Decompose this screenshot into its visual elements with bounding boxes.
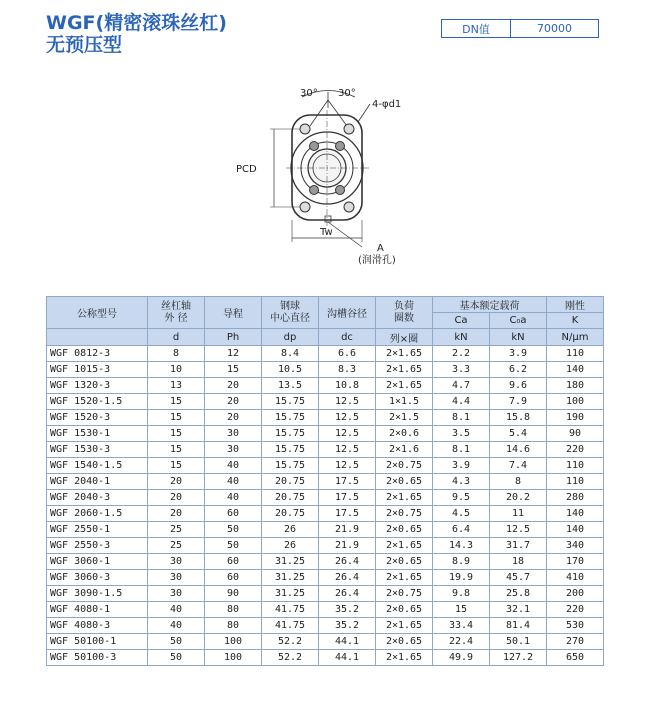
table-row (47, 378, 604, 394)
value-cell: 15 (148, 442, 205, 458)
tw-label: Tw (320, 227, 333, 238)
value-cell: 35.2 (319, 602, 376, 618)
value-cell: 2×1.65 (376, 378, 433, 394)
model-cell: WGF 2040-3 (47, 490, 148, 506)
value-cell: 31.25 (262, 570, 319, 586)
value-cell: 2×0.65 (376, 522, 433, 538)
header-ca: Ca (433, 313, 490, 329)
value-cell: 40 (148, 618, 205, 634)
ball-hole (310, 142, 319, 151)
value-cell: 220 (547, 602, 604, 618)
value-cell: 12.5 (319, 458, 376, 474)
table-row (47, 410, 604, 426)
value-cell: 14.3 (433, 538, 490, 554)
value-cell: 2×0.65 (376, 554, 433, 570)
value-cell: 40 (205, 490, 262, 506)
table-row (47, 538, 604, 554)
value-cell: 30 (148, 554, 205, 570)
value-cell: 170 (547, 554, 604, 570)
value-cell: 14.6 (490, 442, 547, 458)
value-cell: 50 (205, 538, 262, 554)
value-cell: 2×1.6 (376, 442, 433, 458)
table-row (47, 458, 604, 474)
unit-cell: 列×圈 (376, 329, 433, 346)
value-cell: 13.5 (262, 378, 319, 394)
pcd-label: PCD (236, 164, 257, 175)
value-cell: 4.3 (433, 474, 490, 490)
value-cell: 25.8 (490, 586, 547, 602)
value-cell: 8.4 (262, 346, 319, 362)
table-row (47, 442, 604, 458)
header-groove: 沟槽谷径 (319, 297, 376, 329)
value-cell: 15.8 (490, 410, 547, 426)
value-cell: 15 (148, 458, 205, 474)
table-row (47, 346, 604, 362)
header-coa: C₀a (490, 313, 547, 329)
model-cell: WGF 2550-3 (47, 538, 148, 554)
value-cell: 41.75 (262, 618, 319, 634)
model-cell: WGF 3060-3 (47, 570, 148, 586)
header-stiffness: 刚性 (547, 297, 604, 313)
value-cell: 20 (148, 506, 205, 522)
value-cell: 26 (262, 522, 319, 538)
ball-hole (336, 186, 345, 195)
unit-cell: kN (490, 329, 547, 346)
table-row (47, 650, 604, 666)
model-cell: WGF 50100-3 (47, 650, 148, 666)
header-ball-center: 钢球 中心直径 (262, 297, 319, 329)
value-cell: 30 (148, 586, 205, 602)
header-lead: 导程 (205, 297, 262, 329)
value-cell: 8.1 (433, 410, 490, 426)
value-cell: 20.2 (490, 490, 547, 506)
value-cell: 17.5 (319, 490, 376, 506)
value-cell: 8 (490, 474, 547, 490)
model-cell: WGF 4080-1 (47, 602, 148, 618)
header-load-circuits: 负荷 圈数 (376, 297, 433, 329)
value-cell: 40 (205, 458, 262, 474)
value-cell: 10 (148, 362, 205, 378)
value-cell: 15.75 (262, 394, 319, 410)
table-row (47, 570, 604, 586)
value-cell: 26.4 (319, 586, 376, 602)
value-cell: 180 (547, 378, 604, 394)
lube-hole-label: (润滑孔) (358, 255, 396, 266)
table-row (47, 490, 604, 506)
value-cell: 12.5 (319, 426, 376, 442)
value-cell: 17.5 (319, 506, 376, 522)
value-cell: 3.9 (490, 346, 547, 362)
value-cell: 15.75 (262, 458, 319, 474)
value-cell: 2×0.75 (376, 586, 433, 602)
value-cell: 9.6 (490, 378, 547, 394)
value-cell: 4.4 (433, 394, 490, 410)
model-cell: WGF 50100-1 (47, 634, 148, 650)
table-row (47, 618, 604, 634)
title-line-2: 无预压型 (46, 34, 123, 56)
value-cell: 44.1 (319, 650, 376, 666)
value-cell: 21.9 (319, 522, 376, 538)
value-cell: 45.7 (490, 570, 547, 586)
value-cell: 220 (547, 442, 604, 458)
value-cell: 2×1.65 (376, 490, 433, 506)
value-cell: 41.75 (262, 602, 319, 618)
table-row (47, 602, 604, 618)
value-cell: 12 (205, 346, 262, 362)
value-cell: 26 (262, 538, 319, 554)
value-cell: 40 (205, 474, 262, 490)
value-cell: 127.2 (490, 650, 547, 666)
value-cell: 2×1.65 (376, 362, 433, 378)
table-row (47, 426, 604, 442)
title-line-1: WGF(精密滚珠丝杠) (46, 12, 227, 34)
value-cell: 20.75 (262, 490, 319, 506)
value-cell: 15 (148, 426, 205, 442)
table-row (47, 554, 604, 570)
value-cell: 12.5 (319, 410, 376, 426)
value-cell: 15.75 (262, 442, 319, 458)
value-cell: 20 (205, 378, 262, 394)
model-cell: WGF 0812-3 (47, 346, 148, 362)
value-cell: 2×1.65 (376, 538, 433, 554)
value-cell: 2×0.75 (376, 506, 433, 522)
value-cell: 52.2 (262, 650, 319, 666)
value-cell: 15 (205, 362, 262, 378)
value-cell: 8.9 (433, 554, 490, 570)
dn-label: DN值 (442, 20, 511, 37)
unit-cell: dp (262, 329, 319, 346)
value-cell: 26.4 (319, 554, 376, 570)
model-cell: WGF 2060-1.5 (47, 506, 148, 522)
page-title (46, 12, 227, 56)
value-cell: 2×1.65 (376, 650, 433, 666)
unit-cell: d (148, 329, 205, 346)
value-cell: 30 (205, 426, 262, 442)
value-cell: 190 (547, 410, 604, 426)
value-cell: 13 (148, 378, 205, 394)
value-cell: 650 (547, 650, 604, 666)
value-cell: 22.4 (433, 634, 490, 650)
value-cell: 110 (547, 346, 604, 362)
value-cell: 270 (547, 634, 604, 650)
value-cell: 410 (547, 570, 604, 586)
value-cell: 1×1.5 (376, 394, 433, 410)
value-cell: 12.5 (319, 394, 376, 410)
value-cell: 110 (547, 458, 604, 474)
value-cell: 20 (148, 474, 205, 490)
model-cell: WGF 1015-3 (47, 362, 148, 378)
value-cell: 15 (433, 602, 490, 618)
dn-value: 70000 (537, 22, 572, 35)
value-cell: 12.5 (319, 442, 376, 458)
value-cell: 20.75 (262, 474, 319, 490)
value-cell: 60 (205, 506, 262, 522)
value-cell: 3.5 (433, 426, 490, 442)
mount-hole (300, 124, 310, 134)
unit-row (47, 329, 604, 346)
value-cell: 81.4 (490, 618, 547, 634)
spec-table (46, 296, 604, 666)
value-cell: 60 (205, 554, 262, 570)
value-cell: 30 (205, 442, 262, 458)
model-cell: WGF 1540-1.5 (47, 458, 148, 474)
value-cell: 2×1.5 (376, 410, 433, 426)
value-cell: 18 (490, 554, 547, 570)
value-cell: 6.2 (490, 362, 547, 378)
ball-hole (310, 186, 319, 195)
value-cell: 50 (148, 634, 205, 650)
value-cell: 20 (205, 394, 262, 410)
value-cell: 2×1.65 (376, 570, 433, 586)
value-cell: 50.1 (490, 634, 547, 650)
table-row (47, 634, 604, 650)
value-cell: 35.2 (319, 618, 376, 634)
value-cell: 9.5 (433, 490, 490, 506)
model-cell: WGF 1530-3 (47, 442, 148, 458)
value-cell: 17.5 (319, 474, 376, 490)
value-cell: 50 (148, 650, 205, 666)
value-cell: 20.75 (262, 506, 319, 522)
value-cell: 20 (205, 410, 262, 426)
value-cell: 33.4 (433, 618, 490, 634)
mount-hole (344, 124, 354, 134)
value-cell: 60 (205, 570, 262, 586)
model-cell: WGF 3090-1.5 (47, 586, 148, 602)
value-cell: 9.8 (433, 586, 490, 602)
unit-cell-blank (47, 329, 148, 346)
value-cell: 7.4 (490, 458, 547, 474)
value-cell: 15.75 (262, 410, 319, 426)
value-cell: 2×1.65 (376, 346, 433, 362)
header-k: K (547, 313, 604, 329)
mount-hole (300, 202, 310, 212)
value-cell: 4.7 (433, 378, 490, 394)
value-cell: 25 (148, 522, 205, 538)
header-model: 公称型号 (47, 297, 148, 329)
value-cell: 8 (148, 346, 205, 362)
value-cell: 140 (547, 522, 604, 538)
value-cell: 3.9 (433, 458, 490, 474)
value-cell: 15 (148, 410, 205, 426)
value-cell: 15 (148, 394, 205, 410)
value-cell: 110 (547, 474, 604, 490)
model-cell: WGF 2550-1 (47, 522, 148, 538)
ball-hole (336, 142, 345, 151)
header-rated-load: 基本额定载荷 (433, 297, 547, 313)
value-cell: 4.5 (433, 506, 490, 522)
value-cell: 7.9 (490, 394, 547, 410)
table-row (47, 506, 604, 522)
value-cell: 90 (547, 426, 604, 442)
angle-left-label: 30° (300, 88, 318, 99)
value-cell: 280 (547, 490, 604, 506)
value-cell: 11 (490, 506, 547, 522)
table-row (47, 522, 604, 538)
value-cell: 19.9 (433, 570, 490, 586)
model-cell: WGF 3060-1 (47, 554, 148, 570)
value-cell: 2×0.75 (376, 458, 433, 474)
header-shaft-od: 丝杠轴 外 径 (148, 297, 205, 329)
value-cell: 31.25 (262, 554, 319, 570)
value-cell: 80 (205, 618, 262, 634)
value-cell: 90 (205, 586, 262, 602)
value-cell: 20 (148, 490, 205, 506)
value-cell: 31.7 (490, 538, 547, 554)
value-cell: 21.9 (319, 538, 376, 554)
value-cell: 26.4 (319, 570, 376, 586)
value-cell: 200 (547, 586, 604, 602)
model-cell: WGF 1520-1.5 (47, 394, 148, 410)
hole-label: 4-φd1 (372, 99, 402, 110)
value-cell: 6.4 (433, 522, 490, 538)
model-cell: WGF 1520-3 (47, 410, 148, 426)
value-cell: 44.1 (319, 634, 376, 650)
value-cell: 50 (205, 522, 262, 538)
value-cell: 2×0.65 (376, 634, 433, 650)
dn-value-box (441, 19, 599, 38)
value-cell: 100 (205, 634, 262, 650)
unit-cell: Ph (205, 329, 262, 346)
angle-right-label: 30° (338, 88, 356, 99)
value-cell: 140 (547, 362, 604, 378)
value-cell: 10.5 (262, 362, 319, 378)
value-cell: 25 (148, 538, 205, 554)
mount-hole (344, 202, 354, 212)
model-cell: WGF 4080-3 (47, 618, 148, 634)
value-cell: 40 (148, 602, 205, 618)
table-row (47, 362, 604, 378)
value-cell: 530 (547, 618, 604, 634)
value-cell: 2×0.6 (376, 426, 433, 442)
model-cell: WGF 1530-1 (47, 426, 148, 442)
value-cell: 2×0.65 (376, 474, 433, 490)
value-cell: 100 (205, 650, 262, 666)
value-cell: 340 (547, 538, 604, 554)
table-row (47, 474, 604, 490)
unit-cell: dc (319, 329, 376, 346)
value-cell: 140 (547, 506, 604, 522)
value-cell: 8.1 (433, 442, 490, 458)
value-cell: 6.6 (319, 346, 376, 362)
value-cell: 32.1 (490, 602, 547, 618)
value-cell: 15.75 (262, 426, 319, 442)
value-cell: 2.2 (433, 346, 490, 362)
value-cell: 8.3 (319, 362, 376, 378)
value-cell: 49.9 (433, 650, 490, 666)
unit-cell: N/μm (547, 329, 604, 346)
table-row (47, 586, 604, 602)
model-cell: WGF 1320-3 (47, 378, 148, 394)
a-label: A (377, 243, 384, 254)
table-row (47, 394, 604, 410)
value-cell: 31.25 (262, 586, 319, 602)
value-cell: 80 (205, 602, 262, 618)
value-cell: 100 (547, 394, 604, 410)
unit-cell: kN (433, 329, 490, 346)
value-cell: 12.5 (490, 522, 547, 538)
value-cell: 10.8 (319, 378, 376, 394)
value-cell: 3.3 (433, 362, 490, 378)
value-cell: 5.4 (490, 426, 547, 442)
value-cell: 2×1.65 (376, 618, 433, 634)
flange-drawing (230, 82, 430, 272)
header-row-1 (47, 297, 604, 313)
value-cell: 30 (148, 570, 205, 586)
model-cell: WGF 2040-1 (47, 474, 148, 490)
value-cell: 52.2 (262, 634, 319, 650)
value-cell: 2×0.65 (376, 602, 433, 618)
